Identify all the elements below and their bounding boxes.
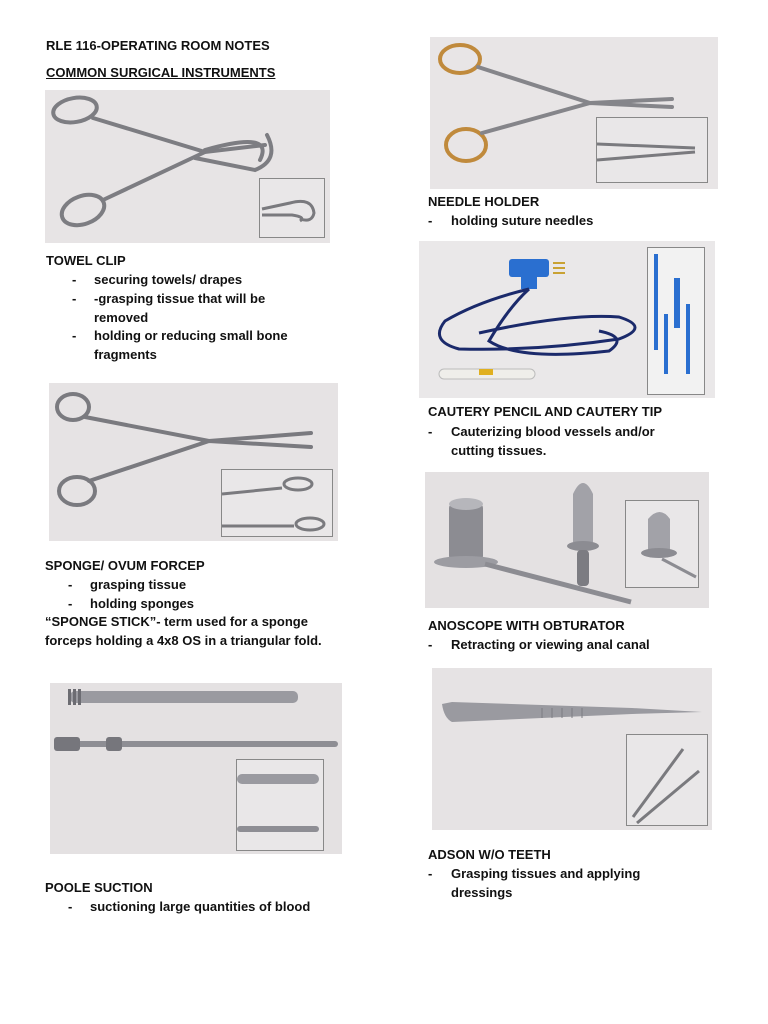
cautery-name: CAUTERY PENCIL AND CAUTERY TIP: [428, 404, 663, 419]
section-heading: COMMON SURGICAL INSTRUMENTS: [46, 65, 276, 80]
anoscope-detail-inset: [625, 500, 699, 588]
anoscope-photo: [425, 472, 709, 608]
anoscope-name: ANOSCOPE WITH OBTURATOR: [428, 618, 625, 633]
adson-name: ADSON W/O TEETH: [428, 847, 551, 862]
bullet-dash: -: [428, 866, 433, 881]
needle-holder-use-1: - holding suture needles: [428, 213, 594, 228]
bullet-dash: -: [428, 637, 433, 652]
towel-clip-use-2: - -grasping tissue that will be removed: [72, 291, 266, 325]
document-title: RLE 116-OPERATING ROOM NOTES: [46, 38, 270, 53]
bullet-dash: -: [428, 213, 433, 228]
poole-suction-name: POOLE SUCTION: [45, 880, 153, 895]
sponge-forcep-use-2: - holding sponges: [68, 596, 194, 611]
towel-clip-detail-inset: [259, 178, 325, 238]
cautery-use-1: - Cauterizing blood vessels and/or cutting tissues.: [428, 424, 655, 458]
adson-use-1: - Grasping tissues and applying dressings: [428, 866, 641, 900]
bullet-dash: -: [72, 291, 77, 306]
bullet-dash: -: [72, 328, 77, 343]
cautery-tip-inset: [647, 247, 705, 395]
towel-clip-use-3: - holding or reducing small bone fragments: [72, 328, 288, 362]
sponge-forcep-photo: [49, 383, 338, 541]
towel-clip-use-1: - securing towels/ drapes: [72, 272, 243, 287]
bullet-dash: -: [428, 424, 433, 439]
sponge-stick-note: “SPONGE STICK”- term used for a sponge forceps holding a 4x8 OS in a triangular fold.: [45, 614, 322, 648]
poole-suction-use-1: - suctioning large quantities of blood: [68, 899, 311, 914]
sponge-forcep-use-1: - grasping tissue: [68, 577, 187, 592]
needle-holder-detail-inset: [596, 117, 708, 183]
bullet-dash: -: [68, 596, 73, 611]
poole-suction-photo: [50, 683, 342, 854]
towel-clip-name: TOWEL CLIP: [46, 253, 126, 268]
adson-detail-inset: [626, 734, 708, 826]
bullet-dash: -: [72, 272, 77, 287]
poole-suction-detail-inset: [236, 759, 324, 851]
anoscope-use-1: - Retracting or viewing anal canal: [428, 637, 650, 652]
adson-photo: [432, 668, 712, 830]
towel-clip-photo: [45, 90, 330, 243]
needle-holder-photo: [430, 37, 718, 189]
bullet-dash: -: [68, 577, 73, 592]
bullet-dash: -: [68, 899, 73, 914]
needle-holder-name: NEEDLE HOLDER: [428, 194, 540, 209]
sponge-forcep-detail-inset: [221, 469, 333, 537]
cautery-photo: [419, 241, 715, 398]
sponge-forcep-name: SPONGE/ OVUM FORCEP: [45, 558, 205, 573]
